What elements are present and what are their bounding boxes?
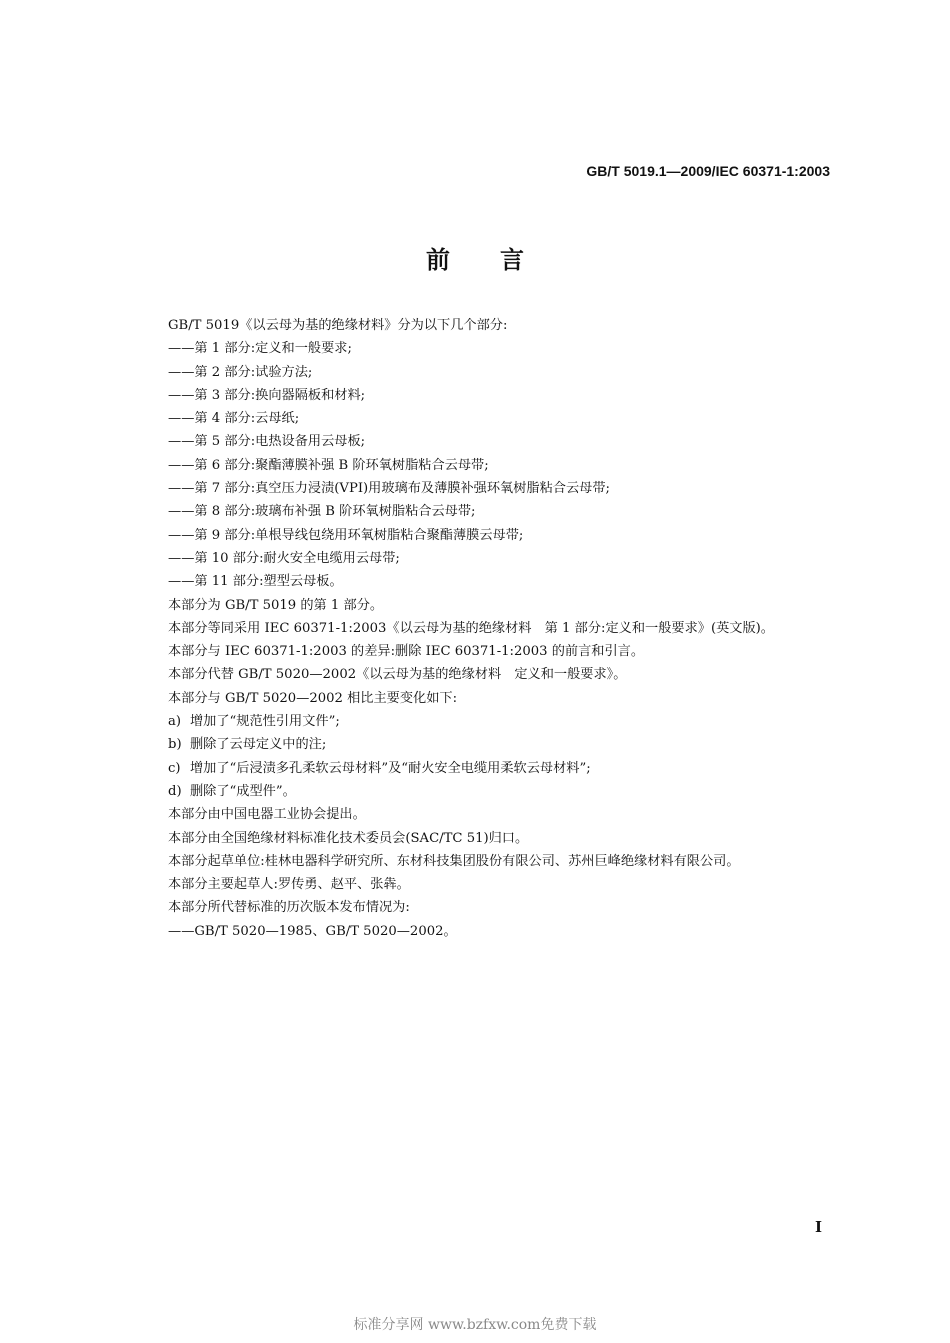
statement: ——GB/T 5020—1985、GB/T 5020—2002。 [168, 923, 457, 939]
change-item [168, 757, 858, 780]
statement: 本部分主要起草人:罗传勇、赵平、张犇。 [168, 877, 410, 893]
statement: 本部分由中国电器工业协会提出。 [168, 807, 366, 823]
change-text: 增加了“后浸渍多孔柔软云母材料”及“耐火安全电缆用柔软云母材料”; [190, 760, 591, 776]
changes-list [168, 710, 858, 803]
list-item: ——第 9 部分:单根导线包绕用环氧树脂粘合聚酯薄膜云母带; [168, 527, 524, 543]
change-item [168, 780, 858, 803]
list-item: ——第 6 部分:聚酯薄膜补强 B 阶环氧树脂粘合云母带; [168, 457, 489, 473]
statement: 本部分与 IEC 60371-1:2003 的差异:删除 IEC 60371-1:2003 的前言和引言。 [168, 644, 645, 660]
change-item [168, 710, 858, 733]
list-item: ——第 11 部分:塑型云母板。 [168, 574, 343, 590]
list-item: ——第 7 部分:真空压力浸渍(VPI)用玻璃布及薄膜补强环氧树脂粘合云母带; [168, 481, 610, 497]
title-char-1: 前 [426, 246, 450, 274]
statement: 本部分等同采用 IEC 60371-1:2003《以云母为基的绝缘材料 第 1 部分:定义和一般要求》(英文版)。 [168, 620, 774, 636]
list-item: ——第 4 部分:云母纸; [168, 411, 300, 427]
statement: 本部分由全国绝缘材料标准化技术委员会(SAC/TC 51)归口。 [168, 830, 529, 846]
change-text: 增加了“规范性引用文件”; [190, 714, 340, 730]
statement: 本部分起草单位:桂林电器科学研究所、东材科技集团股份有限公司、苏州巨峰绝缘材料有限公司。 [168, 853, 740, 869]
statement: 本部分与 GB/T 5020—2002 相比主要变化如下: [168, 690, 458, 706]
change-label: d) [168, 783, 182, 799]
statement: 本部分所代替标准的历次版本发布情况为: [168, 900, 410, 916]
statement: 本部分代替 GB/T 5020—2002《以云母为基的绝缘材料 定义和一般要求》。 [168, 667, 627, 683]
list-item: ——第 5 部分:电热设备用云母板; [168, 434, 366, 450]
change-text: 删除了“成型件”。 [190, 783, 296, 799]
foreword-body [168, 314, 858, 943]
change-item [168, 733, 858, 756]
list-item: ——第 2 部分:试验方法; [168, 364, 313, 380]
change-label: b) [168, 737, 182, 753]
parts-list [168, 337, 858, 593]
standard-code: GB/T 5019.1—2009/IEC 60371-1:2003 [586, 163, 830, 179]
page-title [0, 240, 950, 275]
statement: 本部分为 GB/T 5019 的第 1 部分。 [168, 597, 384, 613]
footer-watermark: 标准分享网 www.bzfxw.com免费下载 [353, 1317, 597, 1333]
intro-paragraph: GB/T 5019《以云母为基的绝缘材料》分为以下几个部分: [168, 318, 508, 333]
list-item: ——第 10 部分:耐火安全电缆用云母带; [168, 550, 400, 566]
list-item: ——第 8 部分:玻璃布补强 B 阶环氧树脂粘合云母带; [168, 504, 476, 520]
title-char-2: 言 [500, 246, 524, 274]
change-label: c) [168, 760, 181, 776]
list-item: ——第 1 部分:定义和一般要求; [168, 341, 352, 357]
change-label: a) [168, 714, 182, 730]
change-text: 删除了云母定义中的注; [190, 737, 327, 753]
page-number: I [814, 1218, 822, 1236]
list-item: ——第 3 部分:换向器隔板和材料; [168, 387, 366, 403]
